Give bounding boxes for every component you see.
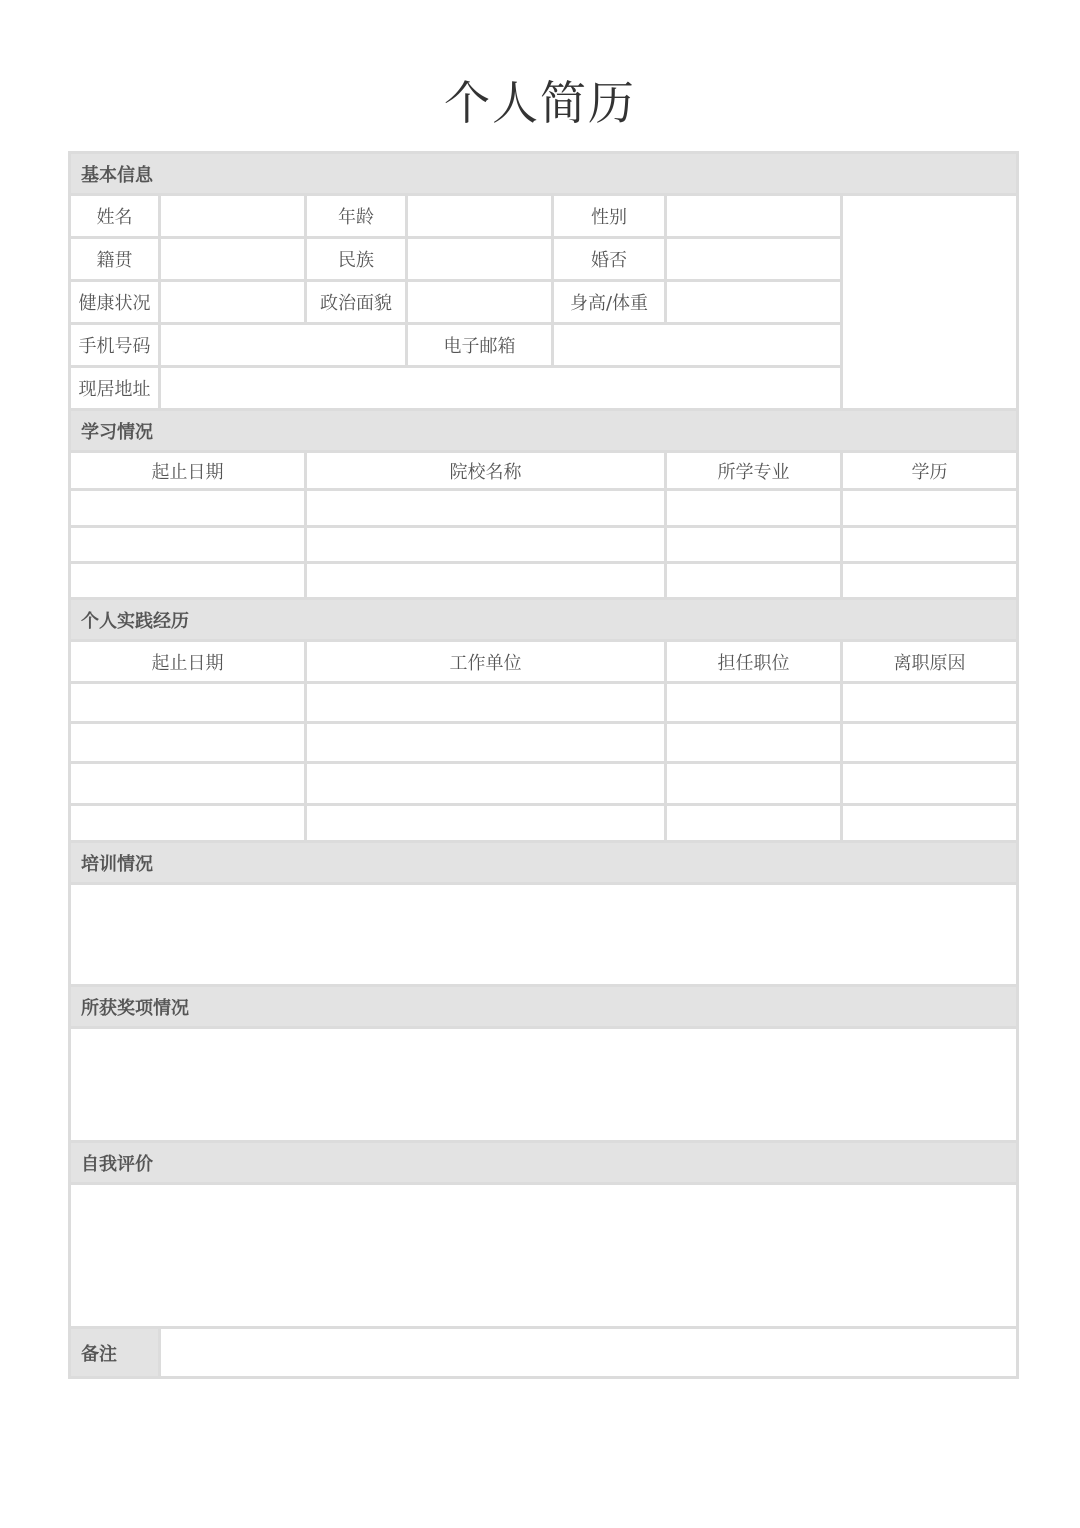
label-phone: 手机号码 (70, 324, 160, 367)
practice-cell-reason[interactable] (842, 763, 1018, 805)
section-basic-info: 基本信息 (70, 153, 1018, 195)
practice-cell-dates[interactable] (70, 805, 306, 842)
edu-cell-degree[interactable] (842, 527, 1018, 563)
edu-cell-dates[interactable] (70, 563, 306, 599)
practice-cell-position[interactable] (666, 723, 842, 763)
practice-cell-position[interactable] (666, 763, 842, 805)
practice-cell-employer[interactable] (306, 683, 666, 723)
remarks-field[interactable] (160, 1328, 1018, 1378)
field-gender[interactable] (666, 195, 842, 238)
label-age: 年龄 (306, 195, 407, 238)
page-title: 个人简历 (444, 76, 636, 130)
practice-cell-dates[interactable] (70, 683, 306, 723)
field-name[interactable] (160, 195, 306, 238)
practice-cell-reason[interactable] (842, 805, 1018, 842)
practice-cell-employer[interactable] (306, 805, 666, 842)
section-training: 培训情况 (70, 842, 1018, 884)
edu-cell-school[interactable] (306, 527, 666, 563)
edu-col-school: 院校名称 (306, 452, 666, 490)
edu-cell-dates[interactable] (70, 490, 306, 527)
self-evaluation-content-area[interactable] (70, 1184, 1018, 1328)
practice-cell-employer[interactable] (306, 723, 666, 763)
field-political[interactable] (407, 281, 553, 324)
field-marital[interactable] (666, 238, 842, 281)
field-native-place[interactable] (160, 238, 306, 281)
practice-row (70, 763, 1018, 805)
edu-cell-major[interactable] (666, 563, 842, 599)
edu-cell-school[interactable] (306, 563, 666, 599)
edu-cell-school[interactable] (306, 490, 666, 527)
edu-col-major: 所学专业 (666, 452, 842, 490)
field-ethnicity[interactable] (407, 238, 553, 281)
awards-content-area[interactable] (70, 1028, 1018, 1142)
practice-cell-position[interactable] (666, 683, 842, 723)
label-health: 健康状况 (70, 281, 160, 324)
edu-row (70, 490, 1018, 527)
field-email[interactable] (553, 324, 842, 367)
resume-form (68, 151, 1019, 1379)
practice-row (70, 723, 1018, 763)
field-height-weight[interactable] (666, 281, 842, 324)
label-name: 姓名 (70, 195, 160, 238)
field-age[interactable] (407, 195, 553, 238)
edu-cell-dates[interactable] (70, 527, 306, 563)
remarks-label: 备注 (70, 1328, 160, 1378)
photo-area[interactable] (842, 195, 1018, 410)
edu-col-dates: 起止日期 (70, 452, 306, 490)
practice-row (70, 805, 1018, 842)
practice-row (70, 683, 1018, 723)
practice-col-employer: 工作单位 (306, 641, 666, 683)
section-self-evaluation: 自我评价 (70, 1142, 1018, 1184)
section-education: 学习情况 (70, 410, 1018, 452)
edu-col-degree: 学历 (842, 452, 1018, 490)
practice-cell-dates[interactable] (70, 723, 306, 763)
field-address[interactable] (160, 367, 842, 410)
edu-cell-degree[interactable] (842, 563, 1018, 599)
field-phone[interactable] (160, 324, 407, 367)
training-content-area[interactable] (70, 884, 1018, 986)
practice-col-position: 担任职位 (666, 641, 842, 683)
edu-row (70, 527, 1018, 563)
practice-col-dates: 起止日期 (70, 641, 306, 683)
edu-cell-major[interactable] (666, 527, 842, 563)
label-political: 政治面貌 (306, 281, 407, 324)
practice-cell-dates[interactable] (70, 763, 306, 805)
practice-col-reason: 离职原因 (842, 641, 1018, 683)
edu-cell-degree[interactable] (842, 490, 1018, 527)
practice-cell-position[interactable] (666, 805, 842, 842)
label-height-weight: 身高/体重 (553, 281, 666, 324)
label-ethnicity: 民族 (306, 238, 407, 281)
edu-row (70, 563, 1018, 599)
edu-cell-major[interactable] (666, 490, 842, 527)
section-practice: 个人实践经历 (70, 599, 1018, 641)
label-address: 现居地址 (70, 367, 160, 410)
section-awards: 所获奖项情况 (70, 986, 1018, 1028)
label-gender: 性别 (553, 195, 666, 238)
practice-cell-reason[interactable] (842, 683, 1018, 723)
practice-cell-employer[interactable] (306, 763, 666, 805)
practice-cell-reason[interactable] (842, 723, 1018, 763)
label-marital: 婚否 (553, 238, 666, 281)
label-native-place: 籍贯 (70, 238, 160, 281)
field-health[interactable] (160, 281, 306, 324)
label-email: 电子邮箱 (407, 324, 553, 367)
